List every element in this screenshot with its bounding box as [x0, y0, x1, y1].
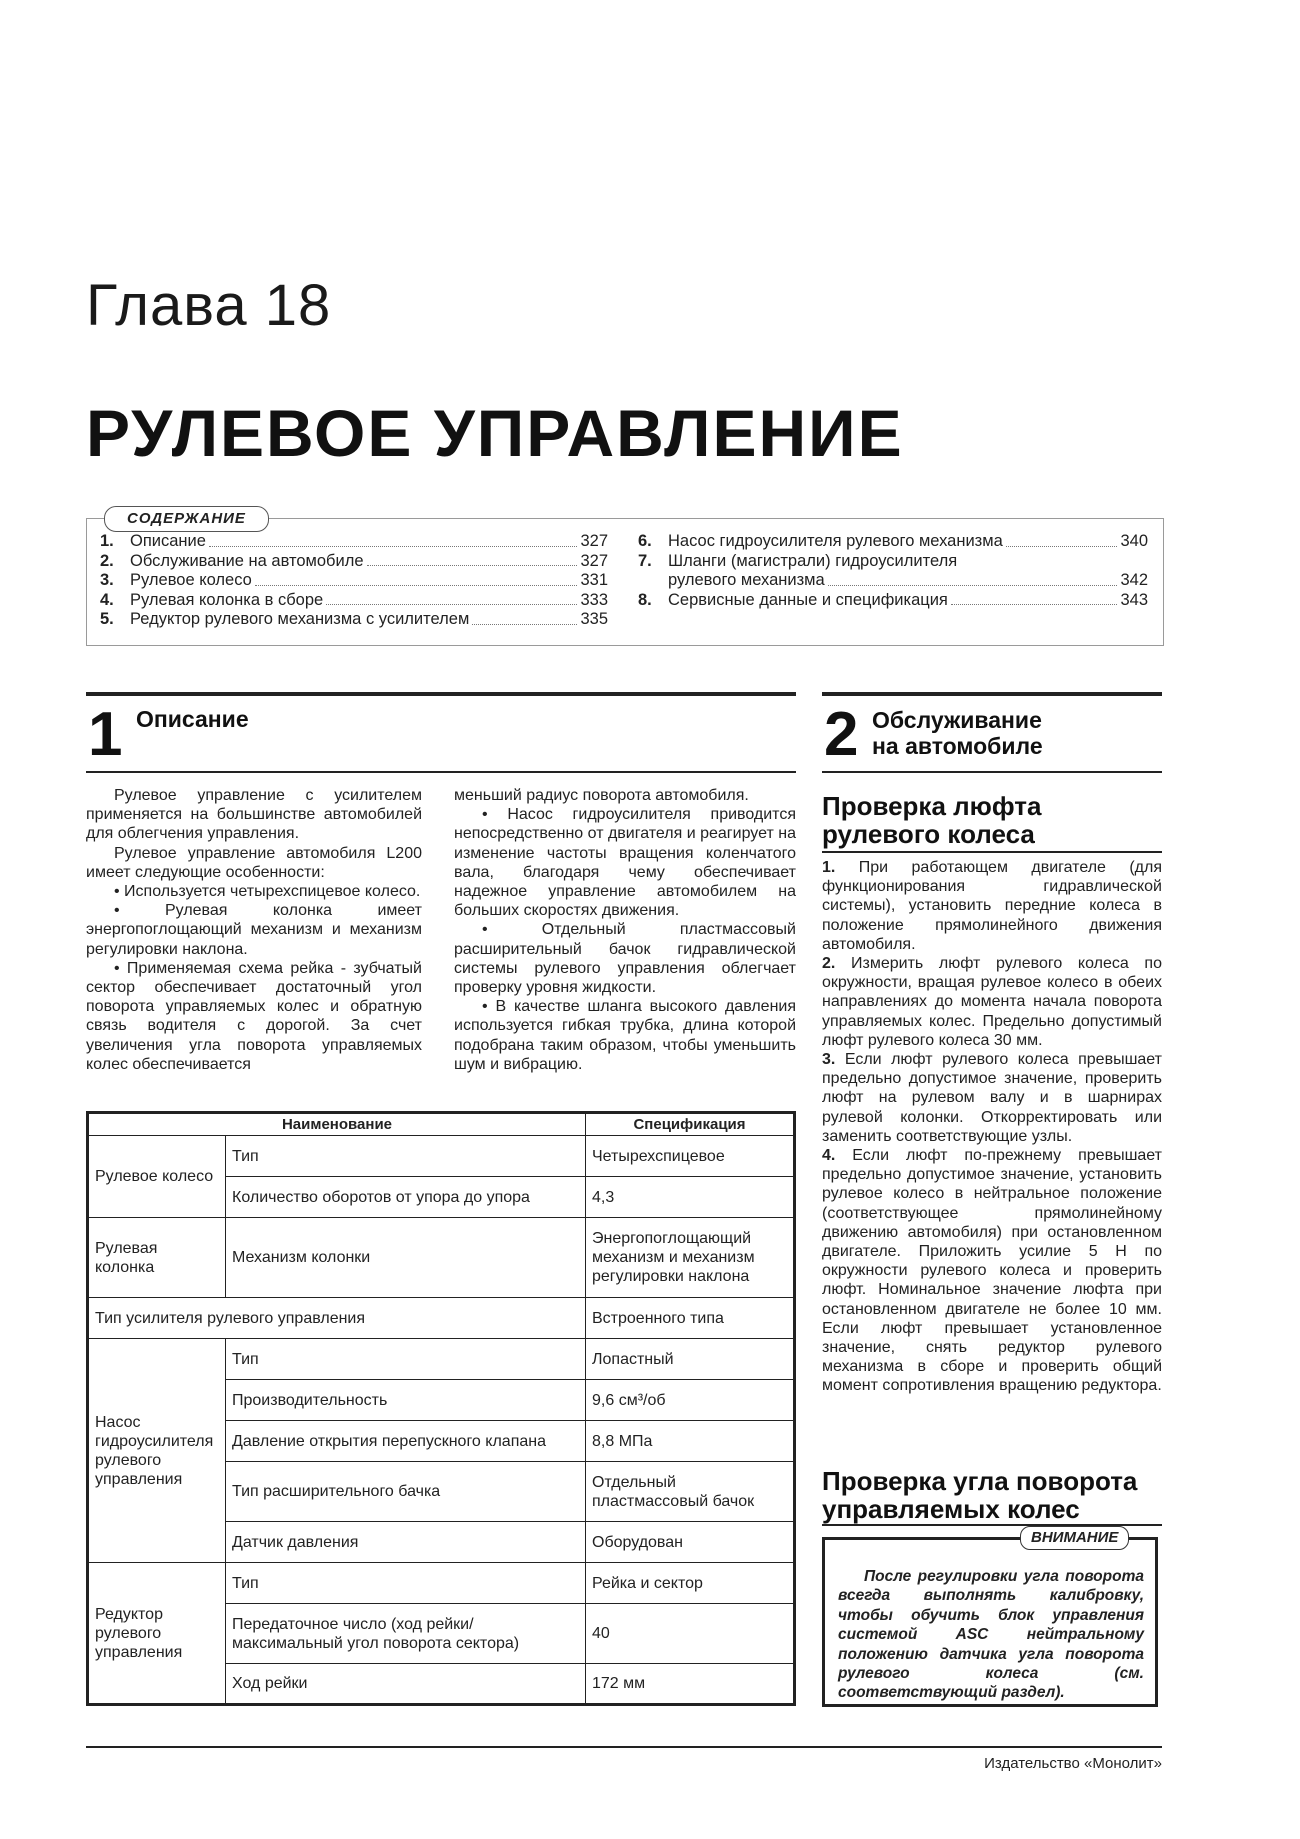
value-cell: Лопастный	[586, 1339, 795, 1380]
table-row	[88, 1563, 795, 1604]
param-cell: Тип	[226, 1136, 586, 1177]
section-2-title: Обслуживание на автомобиле	[872, 707, 1043, 759]
param-cell: Тип расширительного бачка	[226, 1462, 586, 1522]
toc-item[interactable]: 7. Шланги (магистрали) гидроусилителя	[638, 551, 958, 570]
toc-item[interactable]: 8. Сервисные данные и спецификация 343	[638, 590, 1148, 609]
header-name: Наименование	[88, 1113, 586, 1136]
value-cell: 8,8 МПа	[586, 1421, 795, 1462]
param-cell: Тип	[226, 1563, 586, 1604]
subsection-1-rule	[822, 851, 1162, 853]
page-title: РУЛЕВОЕ УПРАВЛЕНИЕ	[86, 396, 904, 470]
toc-item[interactable]: 3. Рулевое колесо 331	[100, 571, 608, 589]
step-item: 2. Измерить люфт рулевого колеса по окружности, вращая рулевое колесо в обеих направлениях до момента начала поворота управляемых колес. Предельно допустимый люфт рулевого колеса 30 мм.	[822, 955, 1162, 1049]
section-1-number: 1	[88, 700, 123, 769]
step-item: 1. При работающем двигателе (для функционирования гидравлической системы), установить передние колеса в положение прямолинейного движения автомобиля.	[822, 859, 1162, 953]
footer-rule	[86, 1746, 1162, 1748]
value-cell: Рейка и сектор	[586, 1563, 795, 1604]
section-2-top-rule	[822, 692, 1162, 696]
table-row	[88, 1218, 795, 1298]
toc-item[interactable]: 5. Редуктор рулевого механизма с усилителем 335	[100, 610, 608, 628]
value-cell: 4,3	[586, 1177, 795, 1218]
step-item: 3. Если люфт рулевого колеса превышает предельно допустимое значение, проверить люфт на рулевом валу и в шарнирах рулевой колонки. Откорректировать или заменить соответствующие узлы.	[822, 1051, 1162, 1145]
spec-table	[86, 1111, 796, 1706]
value-cell: Встроенного типа	[586, 1298, 795, 1339]
table-row	[88, 1298, 795, 1339]
table-row	[88, 1136, 795, 1177]
section-2-steps	[822, 858, 1162, 1396]
param-cell: Производительность	[226, 1380, 586, 1421]
subsection-1-heading: Проверка люфта рулевого колеса	[822, 791, 1042, 849]
subsection-2-heading: Проверка угла поворота управляемых колес	[822, 1466, 1138, 1524]
param-cell: Датчик давления	[226, 1522, 586, 1563]
section-2-number: 2	[824, 700, 859, 769]
toc-item[interactable]: 4. Рулевая колонка в сборе 333	[100, 590, 608, 609]
value-cell: 40	[586, 1604, 795, 1664]
value-cell: Четырехспицевое	[586, 1136, 795, 1177]
toc-item-continuation[interactable]: рулевого механизма 342	[668, 571, 1148, 589]
notice-text: После регулировки угла поворота всегда выполнять калибровку, чтобы обучить блок управления системой ASC нейтральному положению датчика угла поворота рулевого колеса (см. соответствующий раздел).	[838, 1568, 1144, 1702]
group-label: Тип усилителя рулевого управления	[88, 1298, 586, 1339]
group-label: Насос гидроусилителя рулевого управления	[88, 1339, 226, 1563]
header-spec: Спецификация	[586, 1113, 795, 1136]
group-label: Редуктор рулевого управления	[88, 1563, 226, 1705]
param-cell: Количество оборотов от упора до упора	[226, 1177, 586, 1218]
param-cell: Механизм колонки	[226, 1218, 586, 1298]
section-2-bottom-rule	[822, 771, 1162, 773]
toc-label: СОДЕРЖАНИЕ	[104, 506, 269, 532]
step-item: 4. Если люфт по-прежнему превышает предельно допустимое значение, установить рулевое колесо в нейтральное положение (соответствующее прямолинейному движению автомобиля) при остановленном двигателе. Приложить усилие 5 Н по окружности рулевого колеса и проверить люфт. Номинальное значение люфта при остановленном двигателе не более 10 мм. Если люфт превышает установленное значение, снять редуктор рулевого механизма в сборе и проверить общий момент сопротивления вращению редуктора.	[822, 1147, 1162, 1395]
toc-item[interactable]: 2. Обслуживание на автомобиле 327	[100, 551, 608, 570]
param-cell: Тип	[226, 1339, 586, 1380]
param-cell: Ход рейки	[226, 1664, 586, 1705]
value-cell: Отдельный пластмассовый бачок	[586, 1462, 795, 1522]
chapter-label: Глава 18	[86, 273, 332, 338]
toc-item[interactable]: 1. Описание 327	[100, 532, 608, 550]
section-1-column-1: Рулевое управление с усилителем применяется на большинстве автомобилей для облегчения управления. Рулевое управление автомобиля L200 имеет следующие особенности: • Используется четырехспицевое колесо. • Рулевая колонка имеет энергопоглощающий механизм и механизм регулировки наклона. • Применяемая схема рейка - зубчатый сектор обеспечивает достаточный угол поворота управляемых колес и обратную связь водителя с дорогой. За счет увеличения угла поворота управляемых колес обеспечивается	[86, 787, 422, 1073]
section-1-title: Описание	[136, 706, 249, 732]
notice-label: ВНИМАНИЕ	[1020, 1526, 1129, 1550]
table-header-row	[88, 1113, 795, 1136]
param-cell: Передаточное число (ход рейки/максимальный угол поворота сектора)	[226, 1604, 586, 1664]
publisher-footer: Издательство «Монолит»	[984, 1755, 1162, 1772]
toc-right-column	[638, 532, 1148, 610]
section-1-bottom-rule	[86, 771, 796, 773]
section-1-column-2: меньший радиус поворота автомобиля. • Насос гидроусилителя приводится непосредственно от двигателя и реагирует на изменение частоты вращения коленчатого вала, благодаря чему обеспечивает надежное управление автомобилем на больших скоростях движения. • Отдельный пластмассовый расширительный бачок гидравлической системы рулевого управления облегчает проверку уровня жидкости. • В качестве шланга высокого давления используется гибкая трубка, длина которой подобрана таким образом, чтобы уменьшить шум и вибрацию.	[454, 787, 796, 1073]
section-1-top-rule	[86, 692, 796, 696]
toc-left-column	[100, 532, 608, 630]
table-row	[88, 1339, 795, 1380]
value-cell: 9,6 см³/об	[586, 1380, 795, 1421]
group-label: Рулевая колонка	[88, 1218, 226, 1298]
value-cell: Энергопоглощающий механизм и механизм регулировки наклона	[586, 1218, 795, 1298]
value-cell: 172 мм	[586, 1664, 795, 1705]
value-cell: Оборудован	[586, 1522, 795, 1563]
toc-item[interactable]: 6. Насос гидроусилителя рулевого механизма 340	[638, 532, 1148, 550]
group-label: Рулевое колесо	[88, 1136, 226, 1218]
param-cell: Давление открытия перепускного клапана	[226, 1421, 586, 1462]
